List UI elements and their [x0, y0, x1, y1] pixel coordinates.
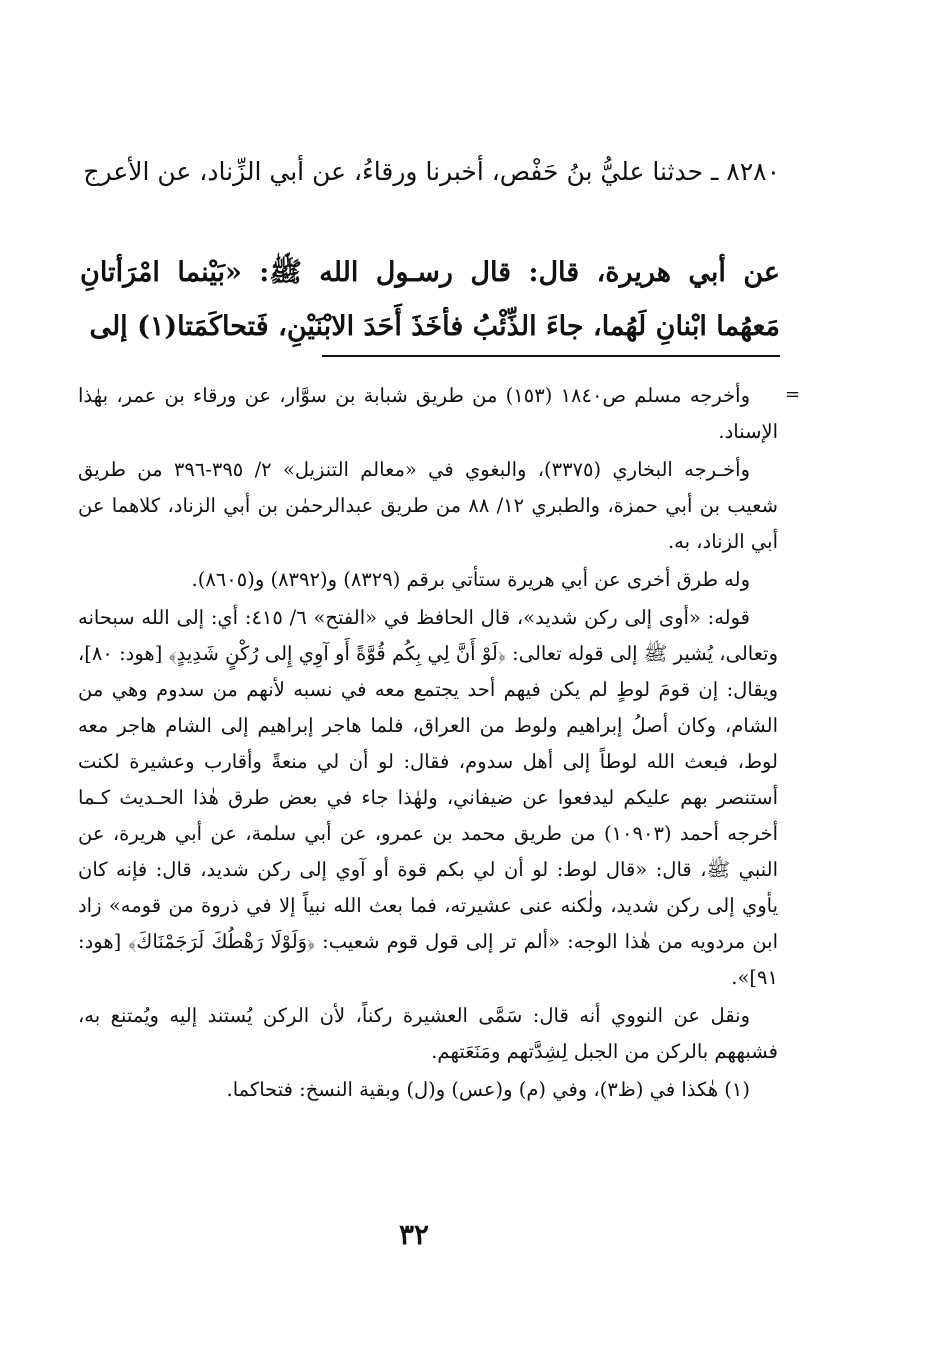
note-paragraph-1: وأخرجه مسلم ص١٨٤٠ (١٥٣) من طريق شبابة بن سوَّار، عن ورقاء بن عمر، بهٰذا الإسناد.	[78, 384, 778, 443]
continuation-mark: =	[785, 384, 801, 405]
hadith-isnad-line: ٨٢٨٠ ـ حدثنا عليُّ بنُ حَفْص، أخبرنا ورقاءُ، عن أبي الزِّناد، عن الأعرج	[83, 157, 780, 186]
note-paragraph-3: وله طرق أخرى عن أبي هريرة ستأتي برقم (٨٣٢٩) و(٨٣٩٢) و(٨٦٠٥).	[191, 568, 750, 591]
note-paragraph-2: وأخـرجه البخاري (٣٣٧٥)، والبغوي في «معالم التنزيل» ٢/ ٣٩٥-٣٩٦ من طريق شعيب بن أبي حمزة، والطبري ١٢/ ٨٨ من طريق عبدالرحمٰن بن أبي الزناد، كلاهما عن أبي الزناد، به.	[78, 458, 778, 553]
footnote-1: (١) هٰكذا في (ظ٣)، وفي (م) و(عس) و(ل) وبقية النسخ: فتحاكما.	[226, 1078, 750, 1101]
page-number: ٣٢	[398, 1218, 430, 1251]
footnote-separator	[322, 355, 780, 357]
note-paragraph-5: ونقل عن النووي أنه قال: سَمَّى العشيرة ركناً، لأن الركن يُستند إليه ويُمتنع به، فشبههم بالركن من الجبل لِشِدَّتهم ومَنَعَتهم.	[78, 1004, 778, 1063]
footnotes	[78, 378, 778, 1110]
hadith-matn: عن أبي هريرة، قال: قال رسـول الله ﷺ: «بَيْنما امْرَأتانِ مَعهُما ابْنانِ لَهُما، جاءَ الذِّئْبُ فأخَذَ أَحَدَ الابْنَيْنِ، فَتحاكَمَتا(١) إلى	[80, 257, 780, 342]
note-paragraph-4: قوله: «أوى إلى ركن شديد»، قال الحافظ في «الفتح» ٦/ ٤١٥: أي: إلى الله سبحانه وتعالى، يُشير ﷺ إلى قوله تعالى: ﴿لَوْ أَنَّ لِي بِكُم قُوَّةً أَو آوِي إِلى رُكْنٍ شَدِيدٍ﴾ [هود: ٨٠]، ويقال: إن قومَ لوطٍ لم يكن فيهم أحد يجتمع معه في نسبه لأنهم من سدوم وهي من الشام، وكان أصلُ إبراهيم ولوط من العراق، فلما هاجر إبراهيم إلى الشام هاجر معه لوط، فبعث الله لوطاً إلى أهل سدوم، فقال: لو أن لي منعةً وأقارب وعشيرة لكنت أستنصر بهم عليكم ليدفعوا عن ضيفاني، ولهٰذا جاء في بعض طرق هٰذا الحـديث كـما أخرجه أحمد (١٠٩٠٣) من طريق محمد بن عمرو، عن أبي سلمة، عن أبي هريرة، عن النبي ﷺ، قال: «قال لوط: لو أن لي بكم قوة أو آوي إلى ركن شديد، قال: فإنه كان يأوي إلى ركن شديد، ولٰكنه عنى عشيرته، فما بعث الله نبياً إلا في ذروة من قومه» زاد ابن مردويه من هٰذا الوجه: «ألم تر إلى قول قوم شعيب: ﴿وَلَوْلَا رَهْطُكَ لَرَجَمْنَاكَ﴾ [هود: ٩١]».	[78, 606, 778, 989]
